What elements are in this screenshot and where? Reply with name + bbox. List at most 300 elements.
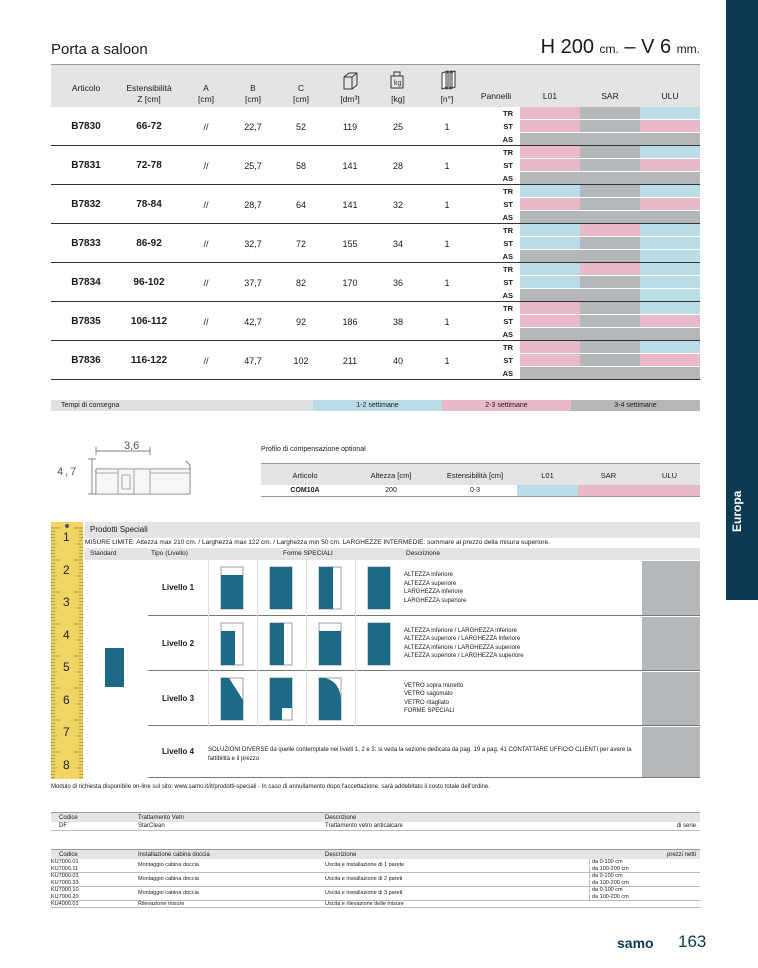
col-volume-unit: [dm³]: [340, 94, 360, 104]
availability-swatch: [640, 289, 700, 301]
special-desc-line: ALTEZZA inferiore: [404, 572, 453, 578]
volume-icon: [341, 71, 359, 91]
install-range: da 100-200 cm: [589, 894, 643, 900]
install-type: Montaggio cabina doccia: [138, 890, 199, 896]
product-code: B7835: [71, 316, 101, 327]
special-shape-cell: [257, 616, 306, 671]
profile-est: 0-3: [469, 487, 481, 494]
availability-swatch: [580, 315, 640, 327]
delivery-2-3: 2-3 settimane: [442, 400, 571, 411]
col-c-unit: [cm]: [292, 94, 310, 104]
treatment-row: [51, 822, 700, 831]
treatment-col-descr: Descrizione: [325, 815, 357, 821]
special-level-desc: [404, 627, 524, 661]
ruler-number: 2: [63, 562, 70, 577]
product-row: [51, 146, 700, 185]
install-range: da 0-100 cm: [589, 887, 643, 893]
availability-swatch: [580, 341, 640, 353]
treatment-header: [51, 812, 700, 822]
special-desc-line: VETRO ritagliato: [404, 699, 450, 706]
availability-swatch: [580, 224, 640, 236]
special-shape-cell: [355, 671, 404, 726]
install-code: KU7000.11: [51, 866, 79, 872]
profile-row: [261, 485, 700, 497]
availability-swatch: [580, 198, 640, 210]
availability-swatch: [580, 276, 640, 288]
panel-level-label: AS: [502, 291, 513, 300]
special-desc-line: ALTEZZA inferiore / LARGHEZZA superiore: [404, 644, 521, 651]
product-a: //: [203, 122, 209, 132]
col-a: A: [203, 83, 209, 93]
special-col-descr: Descrizione: [406, 550, 440, 557]
product-c: 52: [295, 122, 306, 132]
availability-swatch: [520, 315, 580, 327]
special-price-cell: [642, 561, 700, 615]
height-main: H 200: [540, 36, 594, 58]
install-type: Montaggio cabina doccia: [138, 862, 199, 868]
special-level-desc: [208, 746, 640, 763]
availability-swatch: [640, 172, 700, 184]
special-col-forme: Forme SPECIALI: [283, 550, 333, 557]
special-level-name: Livello 1: [162, 583, 195, 592]
availability-swatch: [640, 107, 700, 119]
product-extension: 106-112: [130, 316, 168, 327]
availability-swatch: [520, 172, 580, 184]
special-shape-cell: [257, 560, 306, 616]
special-level-name: Livello 3: [162, 693, 195, 703]
availability-swatch: [580, 107, 640, 119]
profile-col-articolo: Articolo: [292, 471, 318, 480]
product-b: 37,7: [244, 278, 262, 288]
delivery-times-bar: [51, 400, 700, 411]
special-note: Modulo di richiesta disponibile on-line sul sito: www.samo.it/it/prodotti-speciali - In caso di annullamento dopo l'accettazione, sarà addebitato il costo totale dell'ordine.: [51, 784, 490, 790]
section-tab: [726, 0, 758, 600]
product-c: 64: [295, 200, 306, 210]
special-columns: [85, 548, 700, 560]
special-level-row: [148, 671, 700, 726]
product-count: 1: [444, 278, 450, 288]
panel-level-label: TR: [503, 187, 513, 196]
availability-swatch: [640, 367, 700, 379]
panel-level-label: TR: [503, 343, 513, 352]
delivery-label: Tempi di consegna: [61, 402, 120, 409]
profile-col-ulu: ULU: [661, 471, 677, 480]
product-a: //: [203, 200, 209, 210]
ruler-number: 1: [63, 530, 70, 544]
standard-door-icon: [105, 648, 124, 687]
panel-level-label: AS: [502, 213, 513, 222]
col-sar: SAR: [601, 91, 619, 101]
product-extension: 66-72: [136, 121, 162, 132]
col-ulu: ULU: [661, 91, 679, 101]
panel-level-label: ST: [503, 161, 513, 170]
product-extension: 86-92: [136, 238, 162, 249]
svg-text:kg: kg: [394, 80, 402, 87]
special-level-name: Livello 4: [162, 747, 195, 756]
availability-swatch: [640, 237, 700, 249]
panel-level-label: TR: [503, 265, 513, 274]
product-count: 1: [444, 122, 450, 132]
col-estensibilita: Estensibilità: [126, 83, 172, 93]
product-a: //: [203, 239, 209, 249]
product-count: 1: [444, 317, 450, 327]
availability-swatch: [580, 237, 640, 249]
install-col-descr: Descrizione: [325, 852, 357, 858]
install-col-price: prezzi netti: [666, 852, 696, 858]
panel-level-label: ST: [503, 317, 513, 326]
install-desc: Uscita e installazione di 3 pareti: [325, 890, 403, 896]
availability-swatch: [520, 263, 580, 275]
col-l01: L01: [542, 91, 558, 101]
availability-swatch: [580, 263, 640, 275]
special-desc-line: VETRO sagomato: [404, 691, 453, 697]
product-table-header: [51, 64, 700, 107]
install-range: da 0-100 cm: [589, 873, 643, 879]
product-b: 47,7: [244, 356, 262, 366]
profile-altezza: 200: [385, 487, 397, 494]
profile-col-l01: L01: [541, 471, 554, 480]
availability-swatch: [640, 354, 700, 366]
treatment-col-tratt: Trattamento Vetri: [138, 815, 184, 821]
install-col-code: Codice: [59, 852, 78, 858]
product-b: 25,7: [244, 161, 262, 171]
treatment-table: [51, 812, 700, 831]
availability-swatch: [640, 159, 700, 171]
product-count: 1: [444, 161, 450, 171]
product-a: //: [203, 161, 209, 171]
product-row: [51, 185, 700, 224]
profile-width-dim: 3,6: [124, 440, 140, 452]
product-code: B7830: [71, 121, 101, 132]
product-volume: 155: [342, 239, 358, 249]
special-level-row: [148, 616, 700, 671]
profile-swatch-sar: [578, 485, 639, 496]
panel-level-label: AS: [502, 135, 513, 144]
product-weight: 28: [392, 161, 403, 171]
install-code: KU7000.10: [51, 887, 79, 893]
col-count-unit: [n°]: [440, 94, 454, 104]
product-volume: 141: [342, 161, 358, 171]
availability-swatch: [520, 289, 580, 301]
special-shape-cell: [306, 671, 355, 726]
special-shape-cell: [355, 616, 404, 671]
availability-swatch: [520, 276, 580, 288]
product-code: B7834: [71, 277, 101, 288]
availability-swatch: [580, 367, 640, 379]
special-shape-cell: [306, 560, 355, 616]
ruler-ticks: [51, 522, 83, 779]
profile-col-est: Estensibilità [cm]: [446, 471, 504, 480]
special-price-cell: [642, 727, 700, 777]
product-weight: 25: [392, 122, 403, 132]
product-c: 72: [295, 239, 306, 249]
product-extension: 78-84: [136, 199, 162, 210]
profile-table-header: [261, 463, 700, 485]
product-row: [51, 341, 700, 380]
product-weight: 34: [392, 239, 403, 249]
availability-swatch: [580, 120, 640, 132]
availability-swatch: [640, 198, 700, 210]
product-volume: 211: [342, 356, 358, 366]
availability-swatch: [580, 328, 640, 340]
availability-swatch: [520, 159, 580, 171]
special-desc-line: LARGHEZZA inferiore: [404, 589, 464, 595]
ruler-number: 3: [63, 595, 70, 609]
availability-swatch: [520, 146, 580, 158]
product-volume: 141: [342, 200, 358, 210]
page-title: Porta a saloon: [51, 41, 148, 58]
product-b: 32,7: [244, 239, 262, 249]
profile-swatch-ulu: [639, 485, 700, 496]
panel-level-label: ST: [503, 200, 513, 209]
install-row: [51, 859, 700, 873]
special-desc-line: VETRO sopra muretto: [404, 682, 464, 689]
profile-swatch-l01: [517, 485, 578, 496]
availability-swatch: [520, 341, 580, 353]
delivery-3-4: 3-4 settimane: [571, 400, 700, 411]
product-c: 92: [295, 317, 306, 327]
availability-swatch: [640, 120, 700, 132]
product-c: 82: [295, 278, 306, 288]
product-extension: 116-122: [130, 355, 168, 366]
special-shape-cell: [257, 671, 306, 726]
special-shape-cell: [208, 671, 257, 726]
product-row: [51, 263, 700, 302]
col-weight-unit: [kg]: [391, 94, 405, 104]
install-code: KU7000.01: [51, 859, 79, 865]
install-type: Montaggio cabina doccia: [138, 876, 199, 882]
availability-swatch: [520, 133, 580, 145]
availability-swatch: [640, 211, 700, 223]
panel-level-label: ST: [503, 122, 513, 131]
col-a-unit: [cm]: [197, 94, 215, 104]
availability-swatch: [580, 172, 640, 184]
treatment-code: DF: [59, 823, 67, 829]
availability-swatch: [640, 341, 700, 353]
special-col-tipo: Tipo (Livello): [151, 550, 188, 557]
weight-icon: [389, 70, 405, 90]
product-weight: 38: [392, 317, 403, 327]
availability-swatch: [580, 133, 640, 145]
package-count-icon: [439, 69, 457, 91]
install-row: [51, 887, 700, 901]
special-shape-cell: [208, 616, 257, 671]
ruler-number: 5: [63, 660, 70, 674]
availability-swatch: [580, 250, 640, 262]
panel-level-label: TR: [503, 226, 513, 235]
special-desc-line: SOLUZIONI DIVERSE da quelle contemplate nei livelli 1, 2 e 3: si veda la sezione dedicata da pag. 19 a pag. 41 CONTATTARE UFFICIO CLIENTI per avere la fattibilità e il prezzo: [208, 747, 632, 762]
page-number: 163: [678, 932, 707, 951]
profile-height-dim: 4,7: [57, 466, 79, 478]
availability-swatch: [520, 302, 580, 314]
availability-swatch: [640, 185, 700, 197]
install-desc: Uscita e rilevazione delle misure: [325, 900, 404, 907]
availability-swatch: [520, 120, 580, 132]
special-desc-line: ALTEZZA superiore / LARGHEZZA inferiore: [404, 636, 521, 642]
product-weight: 40: [392, 356, 403, 366]
product-c: 102: [293, 356, 309, 366]
availability-swatch: [520, 250, 580, 262]
col-estensibilita-unit: Z [cm]: [137, 94, 161, 104]
height-sep: – V 6: [618, 36, 677, 58]
special-level-desc: [404, 571, 466, 605]
ruler-graphic: [51, 522, 83, 779]
panel-level-label: ST: [503, 278, 513, 287]
install-code: KU4000.01: [51, 901, 79, 907]
product-c: 58: [295, 161, 306, 171]
special-desc-line: ALTEZZA inferiore / LARGHEZZA inferiore: [404, 627, 517, 634]
install-range: da 100-200 cm: [589, 880, 643, 886]
profile-title: Profilo di compensazione optional: [261, 446, 366, 453]
availability-swatch: [640, 146, 700, 158]
special-desc-line: ALTEZZA superiore / LARGHEZZA superiore: [404, 653, 524, 659]
profile-code: COM10A: [290, 487, 320, 494]
product-a: //: [203, 278, 209, 288]
availability-swatch: [580, 211, 640, 223]
availability-swatch: [520, 367, 580, 379]
availability-swatch: [640, 263, 700, 275]
special-shape-cell: [355, 560, 404, 616]
panel-level-label: AS: [502, 174, 513, 183]
product-count: 1: [444, 239, 450, 249]
install-type: Rilevazione misure: [138, 900, 185, 907]
special-col-standard: Standard: [90, 550, 117, 557]
install-code: KU7000.33: [51, 880, 79, 886]
product-a: //: [203, 356, 209, 366]
product-row: [51, 107, 700, 146]
product-count: 1: [444, 200, 450, 210]
col-articolo: Articolo: [71, 83, 101, 93]
availability-swatch: [520, 237, 580, 249]
section-tab-label: Europa: [730, 490, 744, 532]
panel-level-label: ST: [503, 239, 513, 248]
install-col-inst: Installazione cabina doccia: [138, 852, 210, 858]
product-extension: 96-102: [133, 277, 165, 288]
special-level-desc: [404, 682, 463, 716]
panel-level-label: AS: [502, 330, 513, 339]
product-code: B7836: [71, 355, 101, 366]
install-range: da 100-200 cm: [589, 866, 643, 872]
special-level-row: [148, 726, 700, 778]
product-row: [51, 302, 700, 341]
availability-swatch: [640, 250, 700, 262]
ruler-number: 8: [63, 757, 70, 772]
special-desc-line: FORME SPECIALI: [404, 708, 455, 714]
special-shape-cell: [306, 616, 355, 671]
treatment-col-code: Codice: [59, 815, 78, 821]
availability-swatch: [520, 107, 580, 119]
col-b-unit: [cm]: [244, 94, 262, 104]
ruler-number: 7: [63, 725, 70, 739]
product-b: 28,7: [244, 200, 262, 210]
availability-swatch: [520, 185, 580, 197]
height-unit-cm: cm.: [599, 42, 619, 56]
product-a: //: [203, 317, 209, 327]
samo-logo: samo: [617, 935, 654, 951]
availability-swatch: [580, 159, 640, 171]
install-header: [51, 849, 700, 859]
availability-swatch: [520, 224, 580, 236]
profile-col-altezza: Altezza [cm]: [370, 471, 412, 480]
install-desc: Uscita e installazione di 1 parete: [325, 862, 405, 868]
col-c: C: [297, 83, 305, 93]
availability-swatch: [580, 354, 640, 366]
product-b: 42,7: [244, 317, 262, 327]
treatment-name: StarClean: [138, 823, 165, 829]
install-desc: Uscita e installazione di 2 pareti: [325, 876, 403, 882]
product-row: [51, 224, 700, 263]
product-b: 22,7: [244, 122, 262, 132]
delivery-1-2: 1-2 settimane: [313, 400, 442, 411]
availability-swatch: [640, 224, 700, 236]
install-row: [51, 873, 700, 887]
panel-level-label: TR: [503, 109, 513, 118]
availability-swatch: [520, 354, 580, 366]
availability-swatch: [640, 276, 700, 288]
availability-swatch: [520, 211, 580, 223]
special-products-header: Prodotti Speciali: [85, 522, 700, 538]
product-code: B7833: [71, 238, 101, 249]
availability-swatch: [640, 133, 700, 145]
col-pannelli: Pannelli: [480, 91, 512, 101]
col-b: B: [250, 83, 256, 93]
ruler-number: 4: [63, 627, 70, 642]
product-volume: 119: [342, 122, 358, 132]
panel-level-label: AS: [502, 369, 513, 378]
availability-swatch: [520, 198, 580, 210]
special-limits: MISURE LIMITE: Altezza max 210 cm. / Larghezza max 122 cm. / Larghezza min 50 cm. LARGHEZZE INTERMEDIE: sommare al prezzo della misura superiore.: [85, 539, 550, 546]
availability-swatch: [640, 315, 700, 327]
availability-swatch: [520, 328, 580, 340]
install-table: [51, 849, 700, 908]
panel-level-label: TR: [503, 148, 513, 157]
install-code: KU7000.20: [51, 894, 79, 900]
availability-swatch: [580, 302, 640, 314]
profile-col-sar: SAR: [600, 471, 617, 480]
height-unit-mm: mm.: [676, 42, 700, 56]
special-desc-line: ALTEZZA superiore: [404, 580, 457, 587]
availability-swatch: [640, 328, 700, 340]
product-volume: 170: [342, 278, 358, 288]
special-level-name: Livello 2: [162, 638, 195, 648]
product-count: 1: [444, 356, 450, 366]
treatment-price: di serie: [676, 823, 696, 829]
availability-swatch: [640, 302, 700, 314]
install-range: da 0-100 cm: [589, 859, 643, 865]
product-code: B7831: [71, 160, 101, 171]
panel-level-label: ST: [503, 356, 513, 365]
treatment-desc: Trattamento vetro anticalcare: [325, 823, 403, 829]
special-desc-line: LARGHEZZA superiore: [404, 597, 467, 604]
panel-level-label: AS: [502, 252, 513, 261]
height-spec: [541, 36, 700, 59]
special-price-cell: [642, 672, 700, 725]
product-weight: 36: [392, 278, 403, 288]
product-volume: 186: [342, 317, 358, 327]
special-level-row: [148, 560, 700, 616]
ruler-number: 6: [63, 692, 70, 707]
special-price-cell: [642, 617, 700, 670]
product-weight: 32: [392, 200, 403, 210]
availability-swatch: [580, 185, 640, 197]
availability-swatch: [580, 146, 640, 158]
product-code: B7832: [71, 199, 101, 210]
availability-swatch: [580, 289, 640, 301]
install-code: KU7000.03: [51, 873, 79, 879]
panel-level-label: TR: [503, 304, 513, 313]
install-row: [51, 901, 700, 908]
special-shape-cell: [208, 560, 257, 616]
